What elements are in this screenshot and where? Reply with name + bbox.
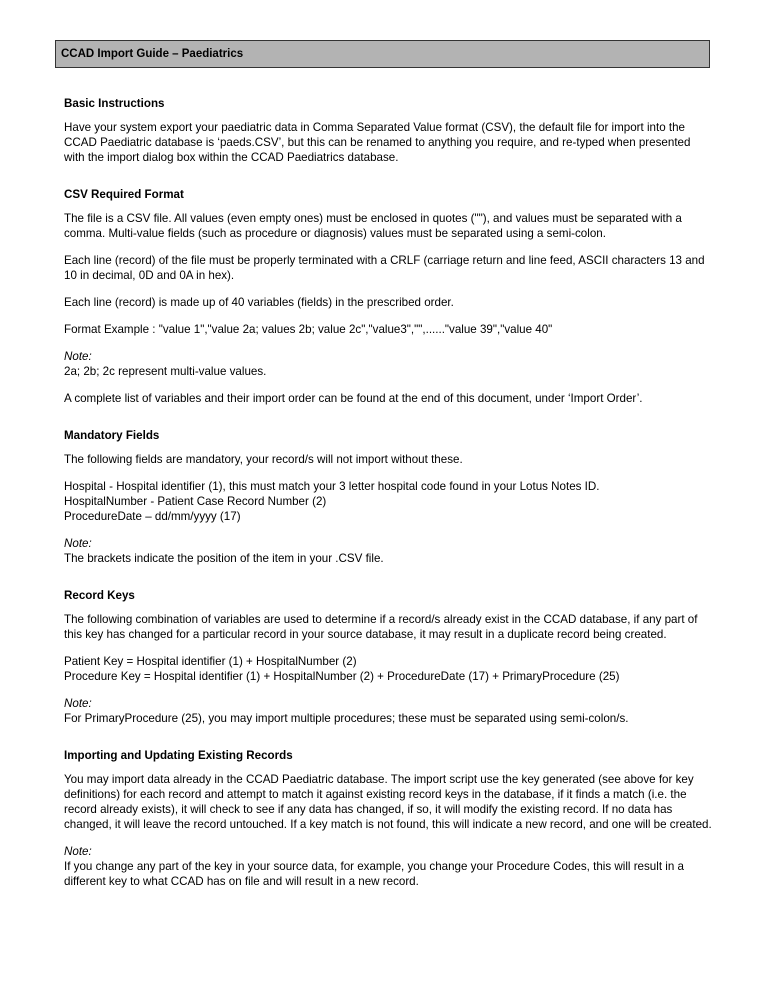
note-label: Note:: [64, 350, 92, 363]
patient-key-definition: Patient Key = Hospital identifier (1) + HospitalNumber (2): [64, 655, 357, 668]
note-text: The brackets indicate the position of the item in your .CSV file.: [64, 552, 384, 565]
note-label: Note:: [64, 697, 92, 710]
section-heading: Mandatory Fields: [64, 429, 160, 442]
note-label: Note:: [64, 537, 92, 550]
paragraph: Have your system export your paediatric data in Comma Separated Value format (CSV), the default file for import into the CCAD Paediatric database is ‘paeds.CSV’, but this can be renamed to anything you require, and re-typed when presented with the import dialog box within the CCAD Paediatrics database.: [64, 121, 691, 164]
section-heading: Importing and Updating Existing Records: [64, 749, 293, 762]
mandatory-field-hospital-number: HospitalNumber - Patient Case Record Number (2): [64, 495, 327, 508]
section-heading: Record Keys: [64, 589, 135, 602]
document-body: [64, 96, 714, 911]
section-heading: CSV Required Format: [64, 188, 184, 201]
paragraph: You may import data already in the CCAD Paediatric database. The import script use the key generated (see above for key definitions) for each record and attempt to match it against existing record keys in the database, if it finds a match (i.e. the record already exists), it will check to see if any data has changed, if so, it will modify the existing record. If no data has changed, it will leave the record untouched. If a key match is not found, this will indicate a new record, and one will be created.: [64, 773, 712, 831]
paragraph: The following fields are mandatory, your record/s will not import without these.: [64, 453, 463, 466]
paragraph: A complete list of variables and their import order can be found at the end of this document, under ‘Import Order’.: [64, 392, 643, 405]
section-mandatory-fields: [64, 428, 714, 566]
section-csv-format: [64, 187, 714, 406]
format-example: Format Example : "value 1","value 2a; values 2b; value 2c","value3","",......"value 39","value 40": [64, 323, 553, 336]
procedure-key-definition: Procedure Key = Hospital identifier (1) + HospitalNumber (2) + ProcedureDate (17) + PrimaryProcedure (25): [64, 670, 620, 683]
section-record-keys: [64, 588, 714, 726]
mandatory-field-hospital: Hospital - Hospital identifier (1), this must match your 3 letter hospital code found in your Lotus Notes ID.: [64, 480, 600, 493]
note-text: 2a; 2b; 2c represent multi-value values.: [64, 365, 267, 378]
mandatory-field-procedure-date: ProcedureDate – dd/mm/yyyy (17): [64, 510, 241, 523]
note: [64, 536, 714, 566]
note-label: Note:: [64, 845, 92, 858]
paragraph: Each line (record) is made up of 40 variables (fields) in the prescribed order.: [64, 296, 454, 309]
key-definitions: [64, 654, 714, 684]
note-text: If you change any part of the key in your source data, for example, you change your Procedure Codes, this will result in a different key to what CCAD has on file and will result in a new record.: [64, 860, 684, 888]
page-title: CCAD Import Guide – Paediatrics: [61, 48, 244, 60]
section-importing-updating: [64, 748, 714, 889]
mandatory-field-list: [64, 479, 714, 524]
note: [64, 349, 714, 379]
section-heading: Basic Instructions: [64, 97, 165, 110]
section-basic-instructions: [64, 96, 714, 165]
page-header: [55, 40, 710, 68]
note: [64, 844, 714, 889]
note-text: For PrimaryProcedure (25), you may import multiple procedures; these must be separated using semi-colon/s.: [64, 712, 629, 725]
note: [64, 696, 714, 726]
paragraph: The file is a CSV file. All values (even empty ones) must be enclosed in quotes (""), and values must be separated with a comma. Multi-value fields (such as procedure or diagnosis) values must be separated using a semi-colon.: [64, 212, 682, 240]
paragraph: Each line (record) of the file must be properly terminated with a CRLF (carriage return and line feed, ASCII characters 13 and 10 in decimal, 0D and 0A in hex).: [64, 254, 705, 282]
paragraph: The following combination of variables are used to determine if a record/s already exist in the CCAD database, if any part of this key has changed for a particular record in your source database, it may result in a duplicate record being created.: [64, 613, 698, 641]
